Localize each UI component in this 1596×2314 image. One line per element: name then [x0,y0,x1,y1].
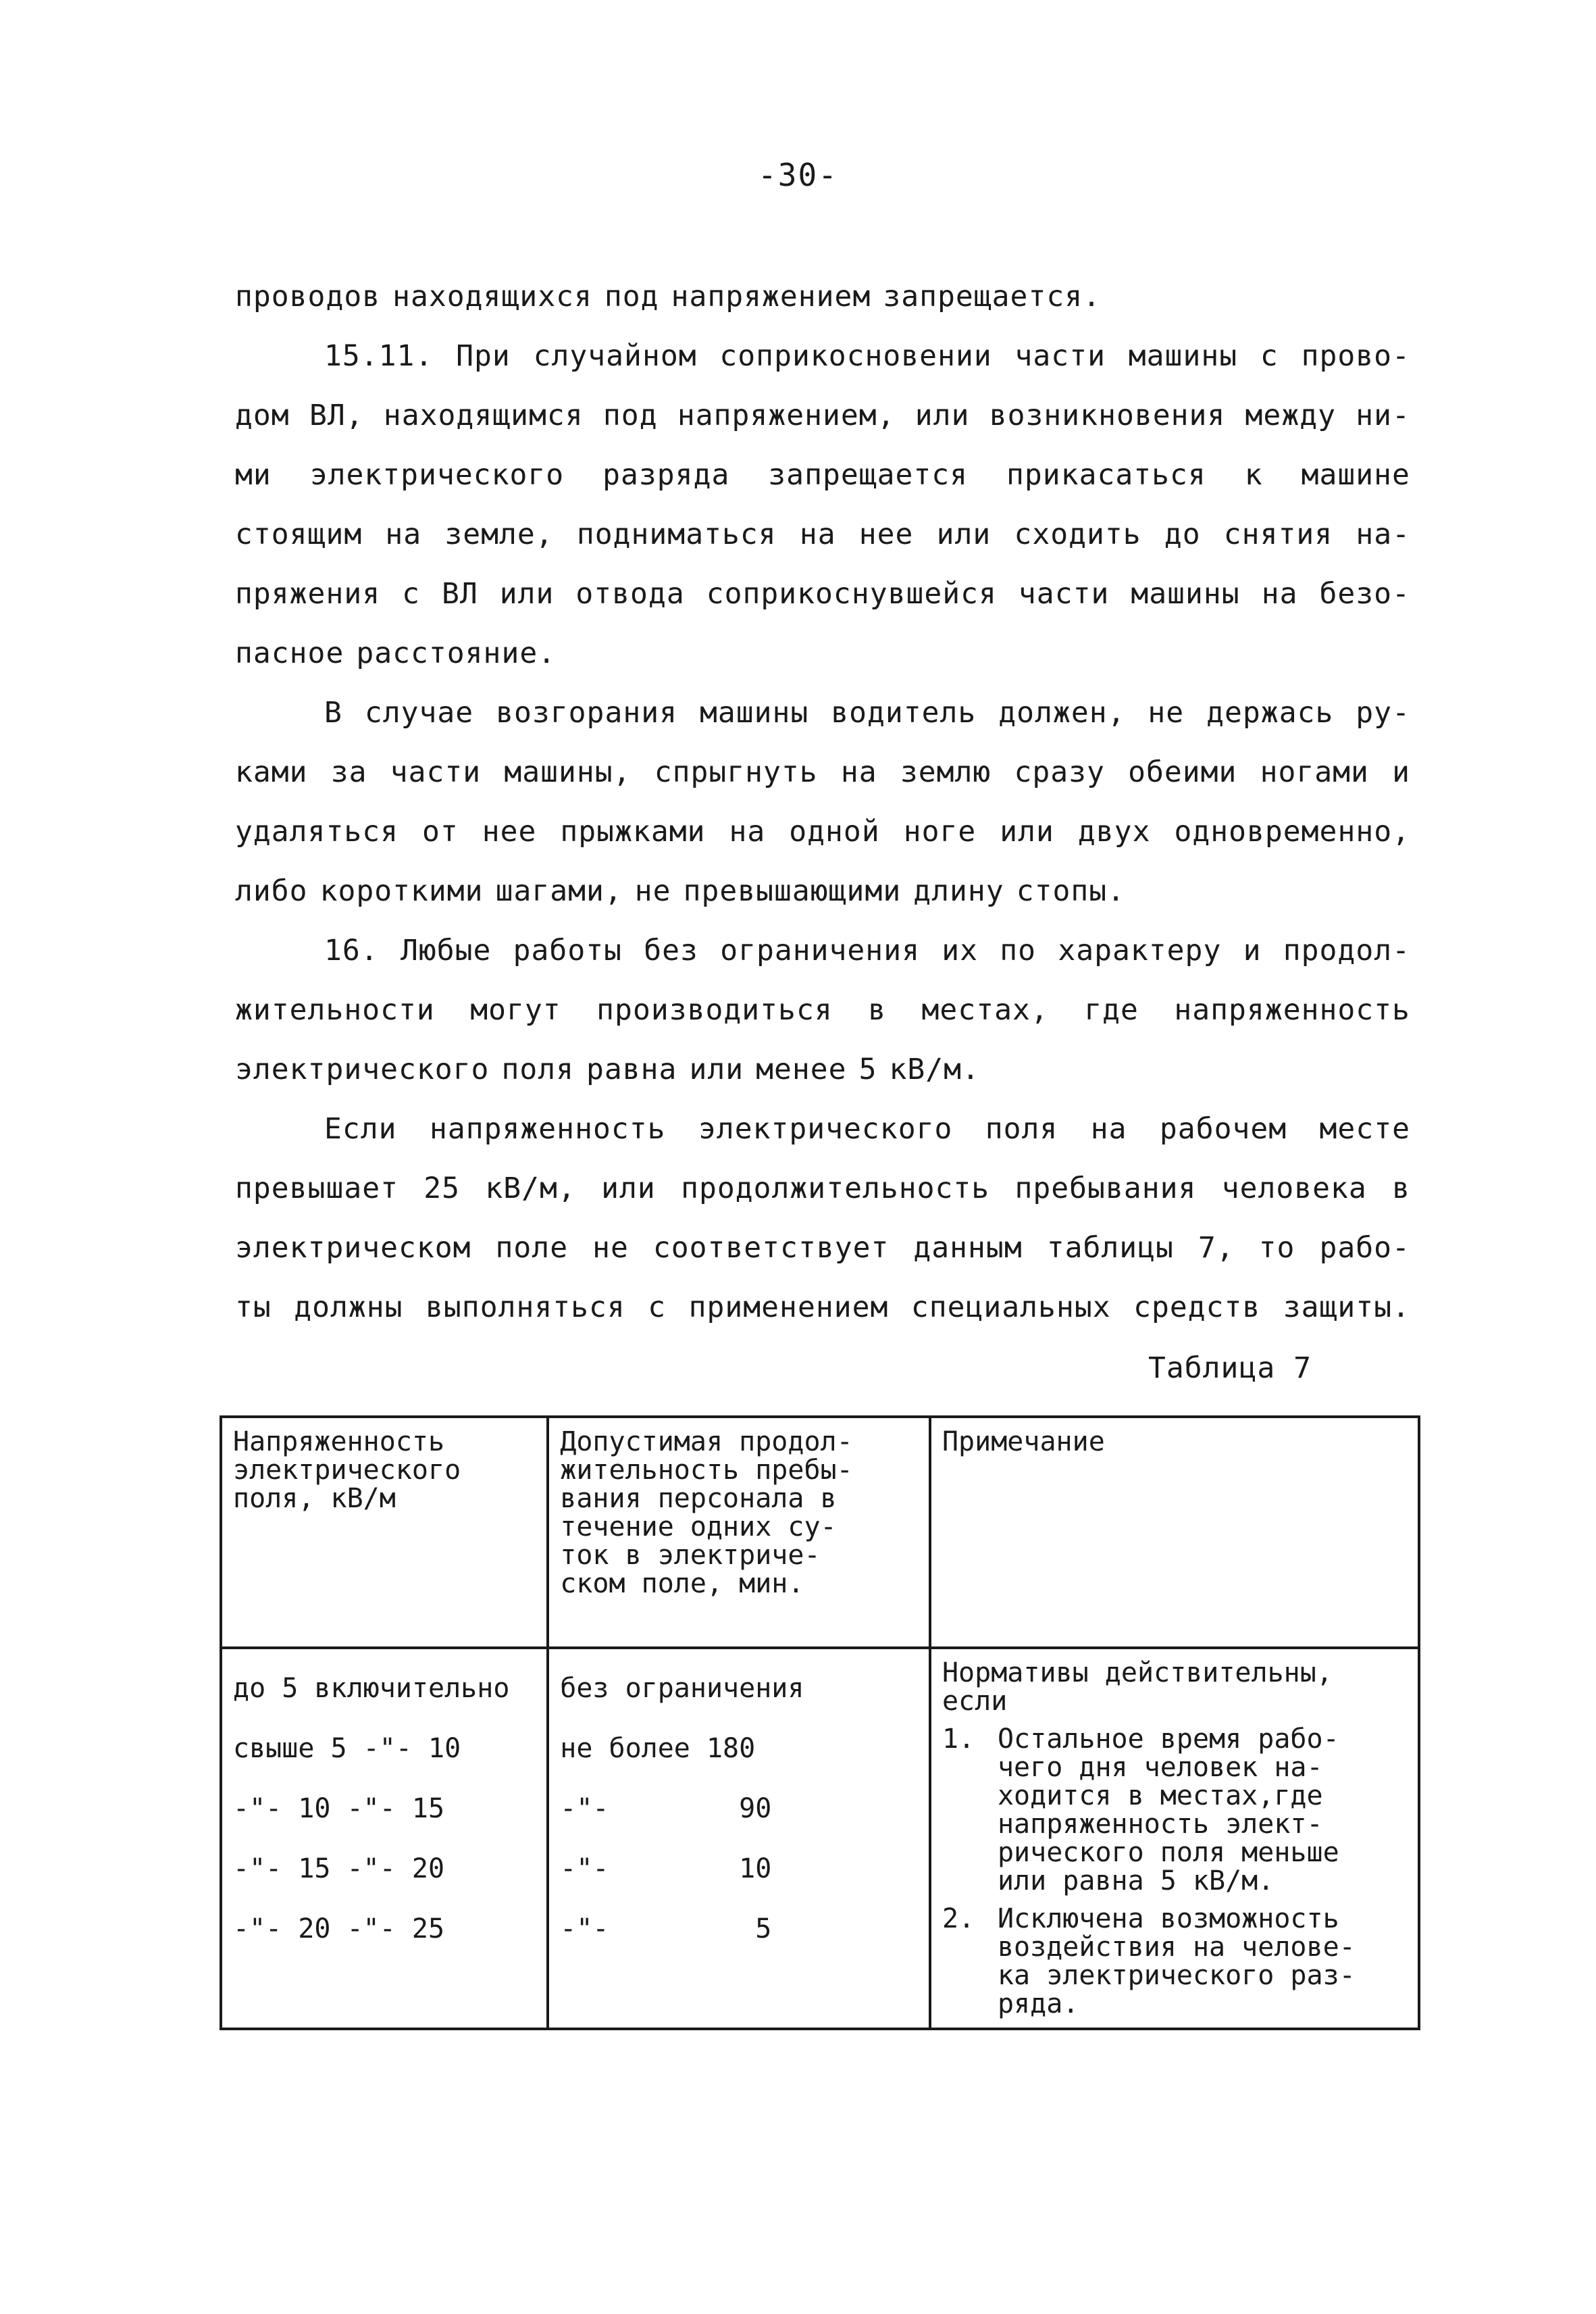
note-title: Нормативы действительны, если [942,1657,1333,1717]
note-items [942,1725,1407,2018]
norms-table [220,1415,1420,2030]
duration-cell: -"- 10 [560,1853,772,1884]
note-item: 2. Исключена возможность воздействия на челове- ка электрического раз- ряда. [942,1903,1356,2019]
text-line: удаляться от нее прыжками на одной ноге или двух одновременно, [235,815,1410,849]
duration-cell: -"- 5 [560,1913,772,1944]
text-line: В случае возгорания машины водитель должен, не держась ру- [324,696,1410,730]
header-note-text: Примечание [942,1426,1105,1457]
text-line: 15.11. При случайном соприкосновении части машины с прово- [324,339,1410,373]
duration-column [548,1648,930,2029]
header-field-strength [221,1417,548,1648]
text-line: жительности могут производиться в местах, где напряженность [235,993,1410,1027]
text-line: электрическом поле не соответствует данным таблицы 7, то рабо- [235,1231,1410,1265]
text-line: ми электрического разряда запрещается прикасаться к машине [235,458,1410,492]
text-line: пасное расстояние. [235,636,557,670]
text-line: ками за части машины, спрыгнуть на землю сразу обеими ногами и [235,755,1410,789]
text-line: 16. Любые работы без ограничения их по характеру и продол- [324,934,1410,967]
range-cell: -"- 10 -"- 15 [233,1793,445,1824]
duration-cell: -"- 90 [560,1793,772,1824]
table-body-row [221,1648,1419,2029]
note-column [930,1648,1419,2029]
text-line: стоящим на земле, подниматься на нее или сходить до снятия на- [235,518,1410,551]
text-line: либо короткими шагами, не превышающими длину стопы. [235,874,1126,908]
header-field-strength-text: Напряженность электрического поля, кВ/м [233,1426,461,1514]
table-caption: Таблица 7 [1148,1351,1312,1385]
body-text [235,267,1410,1337]
text-line: проводов находящихся под напряжением запрещается. [235,280,1102,313]
text-line: превышает 25 кВ/м, или продолжительность пребывания человека в [235,1172,1410,1205]
range-cell: -"- 15 -"- 20 [233,1853,445,1884]
page-number: -30- [758,157,838,193]
text-line: Если напряженность электрического поля на рабочем месте [324,1112,1410,1146]
text-line: электрического поля равна или менее 5 кВ/м. [235,1053,980,1086]
text-line: ты должны выполняться с применением специальных средств защиты. [235,1290,1410,1324]
text-line: дом ВЛ, находящимся под напряжением, или возникновения между ни- [235,399,1410,432]
header-duration [548,1417,930,1648]
note-item: 1. Остальное время рабо- чего дня человек на- ходится в местах,где напряженность элект- рического поля меньше или равна 5 кВ/м. [942,1724,1339,1896]
text-line: пряжения с ВЛ или отвода соприкоснувшейся части машины на безо- [235,577,1410,611]
duration-cell: не более 180 [560,1733,756,1764]
range-cell: свыше 5 -"- 10 [233,1733,461,1764]
range-column [221,1648,548,2029]
range-cell: -"- 20 -"- 25 [233,1913,445,1944]
header-note [930,1417,1419,1648]
header-duration-text: Допустимая продол- жительность пребы- вания персонала в течение одних су- ток в электриче- ском поле, мин. [560,1426,853,1599]
table-header-row [221,1417,1419,1648]
duration-cell: без ограничения [560,1673,804,1704]
range-cell: до 5 включительно [233,1673,510,1704]
